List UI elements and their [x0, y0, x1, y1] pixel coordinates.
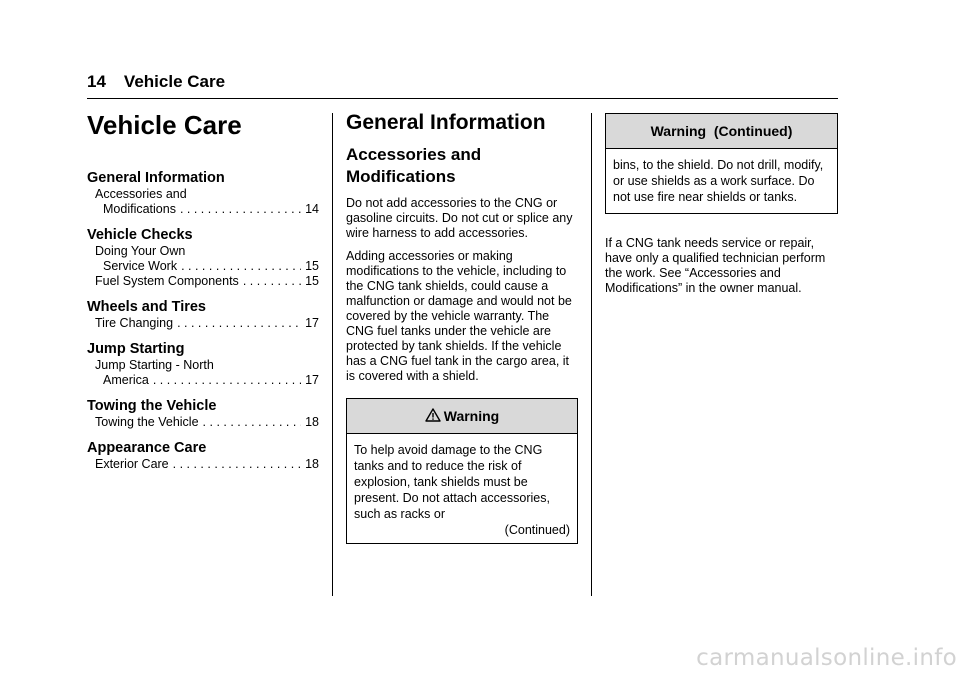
toc-section [87, 440, 319, 472]
column-divider-right [591, 113, 592, 596]
toc-entry[interactable] [87, 187, 319, 217]
toc-entry-text: Towing the Vehicle [95, 415, 199, 429]
page-number: 14 [87, 72, 106, 91]
toc-leader-dots [180, 202, 301, 217]
body-paragraph: If a CNG tank needs service or repair, have only a qualified technician perform the work. See “Accessories and Modifications” in the owner manual. [605, 236, 826, 295]
toc-heading: Wheels and Tires [87, 299, 206, 315]
warning-title: Warning [443, 408, 500, 424]
body-paragraph: Do not add accessories to the CNG or gasoline circuits. Do not cut or splice any wire harness to add accessories. [346, 196, 573, 240]
toc-entry-text: Doing Your Own [95, 244, 186, 258]
toc-heading: Jump Starting [87, 341, 185, 357]
toc-entry[interactable] [87, 316, 319, 331]
toc-leader-dots [243, 274, 301, 289]
toc-leader-dots [181, 259, 301, 274]
toc-leader-dots [203, 415, 302, 430]
header-title: Vehicle Care [123, 72, 226, 91]
subsection-title: Accessories and Modifications [346, 145, 482, 186]
continued-label: (Continued) [504, 523, 570, 537]
general-information-column [346, 110, 578, 544]
toc-page-number: 17 [305, 373, 319, 387]
toc-entry-text: Modifications [103, 202, 176, 216]
section-title: General Information [346, 111, 546, 134]
toc-section [87, 299, 319, 331]
toc-entry-text: America [103, 373, 149, 387]
chapter-toc [87, 108, 319, 482]
toc-entry-text: Jump Starting - North [95, 358, 214, 372]
toc-entry[interactable] [87, 457, 319, 472]
toc-heading: Appearance Care [87, 440, 207, 456]
toc-heading: Vehicle Checks [87, 227, 193, 243]
toc-entry[interactable] [87, 415, 319, 430]
toc-entry-text: Accessories and [95, 187, 187, 201]
warning-icon [425, 408, 441, 422]
warning-text: To help avoid damage to the CNG tanks and to reduce the risk of explosion, tank shields must be present. Do not attach accessories, such as racks or [354, 443, 550, 521]
toc-entry-text: Exterior Care [95, 457, 169, 471]
right-column [605, 113, 838, 304]
toc-leader-dots [173, 457, 301, 472]
toc-entry[interactable] [87, 274, 319, 289]
toc-page-number: 17 [305, 316, 319, 330]
chapter-title: Vehicle Care [87, 110, 242, 140]
warning-text: bins, to the shield. Do not drill, modify, or use shields as a work surface. Do not use fire near shields or tanks. [613, 158, 824, 204]
toc-heading: General Information [87, 170, 225, 186]
body-paragraph: Adding accessories or making modifications to the vehicle, including to the CNG tank shields, could cause a malfunction or damage and would not be covered by the vehicle warranty. The CNG fuel tanks under the vehicle are protected by tank shields. If the vehicle has a CNG fuel tank in the cargo area, it is covered with a shield. [346, 249, 572, 383]
column-divider-left [332, 113, 333, 596]
toc-heading: Towing the Vehicle [87, 398, 217, 414]
toc-entry-text: Fuel System Components [95, 274, 239, 288]
toc-leader-dots [177, 316, 301, 331]
toc-leader-dots [153, 373, 301, 388]
toc-page-number: 18 [305, 457, 319, 471]
warning-body [606, 149, 837, 213]
watermark: carmanualsonline.info [696, 645, 957, 671]
warning-body [347, 434, 577, 543]
toc-entry[interactable] [87, 244, 319, 274]
warning-header [347, 399, 577, 434]
toc-page-number: 15 [305, 274, 319, 288]
toc-section [87, 227, 319, 289]
toc-page-number: 18 [305, 415, 319, 429]
toc-entry[interactable] [87, 358, 319, 388]
toc-page-number: 15 [305, 259, 319, 273]
toc-page-number: 14 [305, 202, 319, 216]
toc-section [87, 398, 319, 430]
warning-header: Warning (Continued) [606, 114, 837, 149]
page-header [87, 72, 838, 99]
toc-entry-text: Tire Changing [95, 316, 174, 330]
toc-entry-text: Service Work [103, 259, 178, 273]
toc-section [87, 170, 319, 217]
warning-box [346, 398, 578, 544]
toc-section [87, 341, 319, 388]
warning-box-continued [605, 113, 838, 214]
